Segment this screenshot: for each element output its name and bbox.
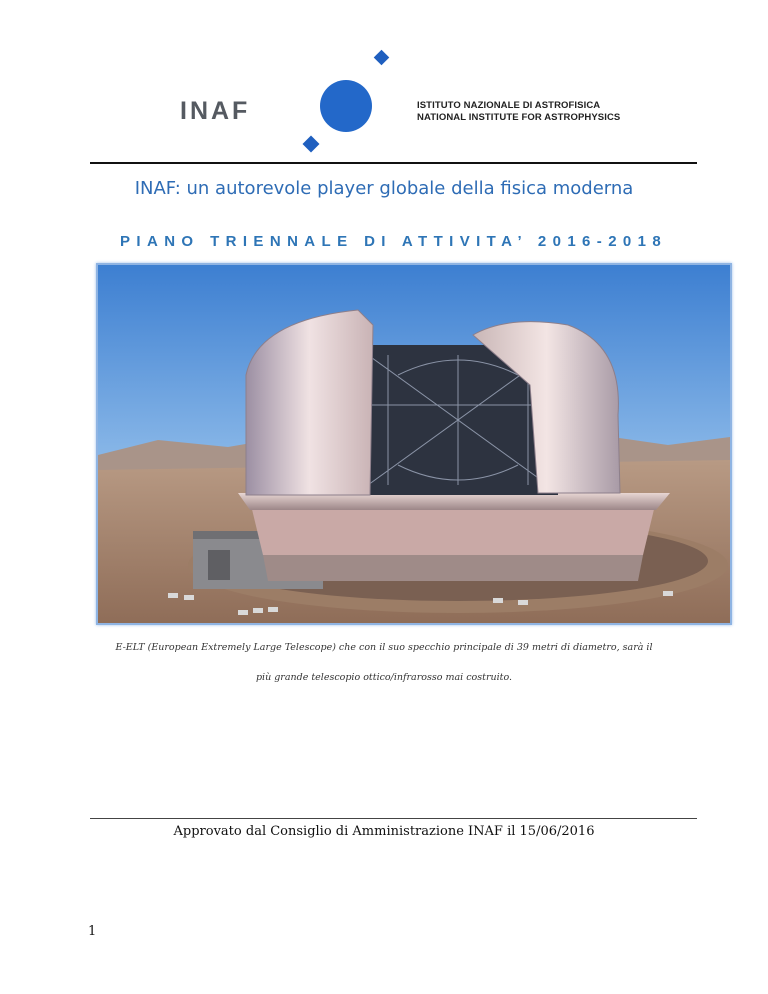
cover-image bbox=[96, 263, 732, 625]
image-caption-line: più grande telescopio ottico/infrarosso mai costruito. bbox=[255, 672, 513, 683]
inaf-logo-emblem-icon bbox=[298, 48, 398, 158]
image-caption-line: E-ELT (European Extremely Large Telescope) che con il suo specchio principale di 39 metri di diametro, sarà il bbox=[115, 642, 653, 653]
logo-wordmark: INAF bbox=[180, 97, 251, 125]
institute-name-italian: ISTITUTO NAZIONALE DI ASTROFISICA bbox=[417, 100, 601, 111]
document-subtitle: INAF: un autorevole player globale della fisica moderna bbox=[134, 178, 634, 199]
approval-note: Approvato dal Consiglio di Amministrazione INAF il 15/06/2016 bbox=[173, 824, 595, 839]
telescope-illustration bbox=[98, 265, 730, 623]
plan-title: PIANO TRIENNALE DI ATTIVITA’ 2016-2018 bbox=[120, 233, 668, 250]
header-divider bbox=[90, 162, 697, 164]
page-number: 1 bbox=[88, 924, 97, 939]
footer-divider bbox=[90, 818, 697, 819]
institute-name-english: NATIONAL INSTITUTE FOR ASTROPHYSICS bbox=[417, 112, 621, 123]
